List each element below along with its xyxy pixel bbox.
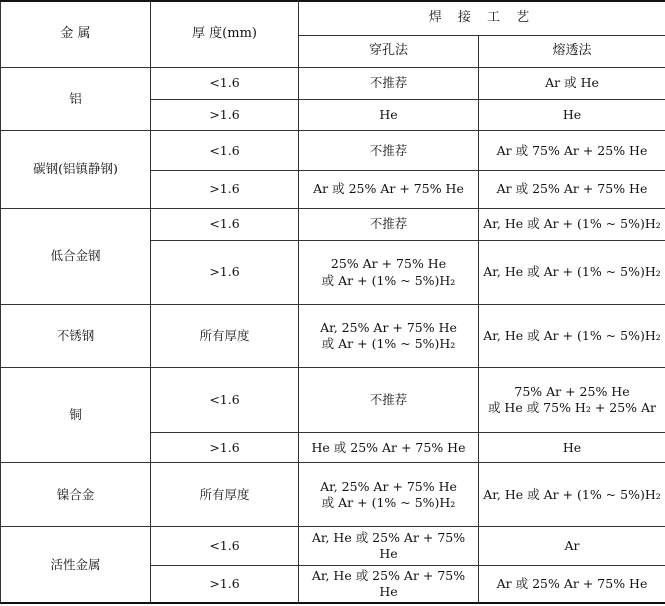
melt-in-cell: [479, 527, 665, 566]
header-keyhole: 穿孔法: [299, 35, 479, 67]
cell-line: Ar 或 25% Ar + 75% He: [496, 181, 648, 197]
melt-in-cell: [479, 241, 665, 305]
cell-line: Ar 或 25% Ar + 75% He: [496, 575, 648, 591]
keyhole-cell: [299, 171, 479, 209]
thickness-cell: 所有厚度: [151, 305, 299, 368]
thickness-cell: >1.6: [151, 99, 299, 130]
cell-line: Ar, He 或 25% Ar + 75% He: [311, 567, 466, 599]
cell-line: 或 Ar + (1% ~ 5%)H₂: [321, 335, 456, 351]
cell-line: 25% Ar + 75% He: [330, 256, 447, 272]
metal-cell: 低合金钢: [1, 208, 151, 304]
table-row: [1, 527, 665, 566]
thickness-cell: >1.6: [151, 565, 299, 603]
melt-in-cell: [479, 67, 665, 99]
table-row: [1, 67, 665, 99]
melt-in-cell: [479, 171, 665, 209]
cell-line: Ar 或 25% Ar + 75% He: [313, 181, 464, 197]
header-melt-in: 熔透法: [479, 35, 665, 67]
cell-line: 不推荐: [369, 142, 408, 158]
metal-cell: 碳钢(铝镇静钢): [1, 131, 151, 208]
keyhole-cell: [299, 99, 479, 130]
keyhole-cell: [299, 367, 479, 432]
cell-line: Ar, 25% Ar + 75% He: [320, 319, 457, 335]
keyhole-cell: [299, 67, 479, 99]
melt-in-cell: [479, 208, 665, 240]
table-row: [1, 367, 665, 432]
cell-line: 不推荐: [369, 216, 408, 232]
header-thickness: 厚 度(mm): [151, 1, 299, 67]
cell-line: He 或 25% Ar + 75% He: [311, 439, 466, 455]
melt-in-cell: [479, 99, 665, 130]
cell-line: Ar 或 75% Ar + 25% He: [496, 142, 648, 158]
keyhole-cell: [299, 463, 479, 527]
melt-in-cell: [479, 305, 665, 368]
metal-cell: 活性金属: [1, 527, 151, 603]
thickness-cell: <1.6: [151, 67, 299, 99]
cell-line: He: [562, 439, 582, 455]
metal-cell: 铝: [1, 67, 151, 131]
table-row: [1, 305, 665, 368]
keyhole-cell: [299, 565, 479, 603]
cell-line: He: [379, 107, 398, 123]
thickness-cell: >1.6: [151, 432, 299, 462]
cell-line: 不推荐: [369, 391, 408, 407]
cell-line: Ar, He 或 Ar + (1% ~ 5%)H₂: [483, 216, 661, 232]
table-row: [1, 208, 665, 240]
thickness-cell: >1.6: [151, 241, 299, 305]
cell-line: Ar: [564, 537, 580, 553]
cell-line: He: [562, 107, 582, 123]
keyhole-cell: [299, 241, 479, 305]
melt-in-cell: [479, 432, 665, 462]
cell-line: 或 Ar + (1% ~ 5%)H₂: [321, 272, 456, 288]
melt-in-cell: [479, 463, 665, 527]
cell-line: Ar, He 或 Ar + (1% ~ 5%)H₂: [483, 264, 661, 280]
metal-cell: 铜: [1, 367, 151, 462]
cell-line: Ar, He 或 Ar + (1% ~ 5%)H₂: [483, 327, 661, 343]
keyhole-cell: [299, 527, 479, 566]
keyhole-cell: [299, 432, 479, 462]
thickness-cell: <1.6: [151, 131, 299, 171]
cell-line: Ar 或 He: [545, 75, 599, 91]
melt-in-cell: [479, 131, 665, 171]
thickness-cell: <1.6: [151, 367, 299, 432]
keyhole-cell: [299, 305, 479, 368]
thickness-cell: 所有厚度: [151, 463, 299, 527]
header-welding-process: 焊 接 工 艺: [299, 1, 665, 35]
table-row: [1, 463, 665, 527]
cell-line: 或 He 或 75% H₂ + 25% Ar: [487, 399, 657, 415]
header-metal: 金 属: [1, 1, 151, 67]
cell-line: 75% Ar + 25% He: [514, 383, 630, 399]
keyhole-cell: [299, 131, 479, 171]
cell-line: 不推荐: [369, 75, 408, 91]
melt-in-cell: [479, 565, 665, 603]
metal-cell: 不锈钢: [1, 305, 151, 368]
thickness-cell: <1.6: [151, 527, 299, 566]
table-row: [1, 131, 665, 171]
melt-in-cell: [479, 367, 665, 432]
cell-line: Ar, He 或 Ar + (1% ~ 5%)H₂: [483, 486, 661, 502]
metal-cell: 镍合金: [1, 463, 151, 527]
cell-line: Ar, 25% Ar + 75% He: [320, 478, 457, 494]
keyhole-cell: [299, 208, 479, 240]
thickness-cell: >1.6: [151, 171, 299, 209]
cell-line: Ar, He 或 25% Ar + 75% He: [311, 529, 466, 562]
thickness-cell: <1.6: [151, 208, 299, 240]
cell-line: 或 Ar + (1% ~ 5%)H₂: [321, 494, 456, 510]
